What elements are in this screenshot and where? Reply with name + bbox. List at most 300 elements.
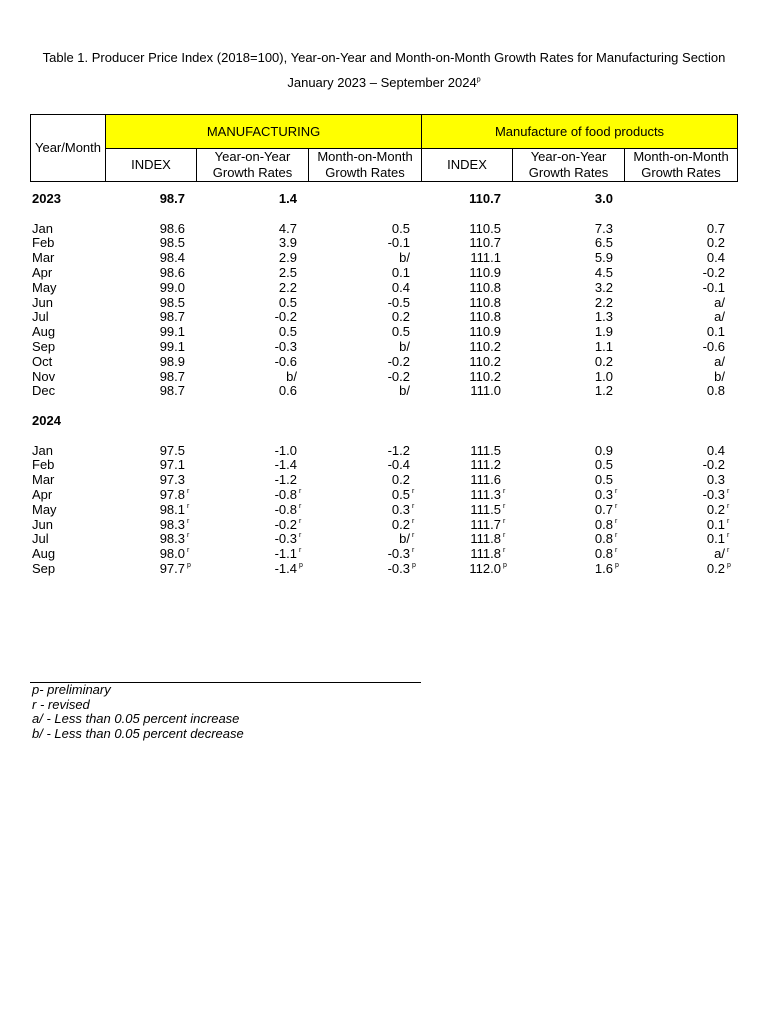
cell-value: 0.2 <box>391 472 410 488</box>
footnotes <box>32 683 244 742</box>
cell-value: -0.5 <box>387 294 410 310</box>
cell-value: 0.5 <box>391 220 410 236</box>
table-cell <box>470 384 501 399</box>
table-row <box>30 236 737 251</box>
table-period <box>0 75 768 90</box>
cell-value: 0.5 <box>391 486 410 502</box>
table-cell <box>707 251 725 266</box>
revision-flag: p <box>187 561 191 569</box>
cell-value: 7.3 <box>594 220 613 236</box>
revision-flag: r <box>727 532 730 540</box>
table-cell <box>274 560 303 577</box>
table-cell <box>286 370 297 385</box>
revision-flag: r <box>412 487 415 495</box>
manufacturing-group-header: MANUFACTURING <box>106 115 422 149</box>
revision-flag: r <box>503 547 506 555</box>
cell-value: 98.5 <box>159 294 185 310</box>
table-cell <box>595 310 613 325</box>
table-cell <box>274 546 302 562</box>
cell-value: -1.4 <box>274 560 297 576</box>
table-cell <box>392 222 410 237</box>
cell-value: -0.2 <box>387 353 410 369</box>
revision-flag: r <box>615 502 618 510</box>
cell-value: 110.9 <box>469 264 501 280</box>
table-row <box>30 325 737 340</box>
table-cell <box>703 340 725 355</box>
table-cell <box>160 355 185 370</box>
cell-value: b/ <box>399 383 410 399</box>
table-cell <box>469 192 501 207</box>
table-cell <box>707 325 725 340</box>
revision-flag: r <box>727 517 730 525</box>
cell-value: 5.9 <box>594 250 613 266</box>
table-cell <box>159 531 190 547</box>
revision-flag: r <box>727 547 730 555</box>
cell-value: 110.2 <box>469 368 501 384</box>
row-label: Apr <box>32 264 53 280</box>
row-label: 2023 <box>32 191 61 206</box>
cell-value: 1.1 <box>594 338 613 354</box>
cell-value: 111.1 <box>470 250 501 266</box>
table-cell <box>279 281 297 296</box>
cell-value: 97.5 <box>159 442 185 458</box>
year-month-header: Year/Month <box>31 115 106 182</box>
footnote: r - revised <box>32 696 90 712</box>
table-cell <box>387 560 416 577</box>
row-label: May <box>32 279 57 295</box>
table-cell <box>595 444 613 459</box>
table-cell <box>274 531 302 547</box>
cell-value: 0.8 <box>594 516 613 532</box>
cell-value: 111.5 <box>470 442 501 458</box>
table-cell <box>469 370 501 385</box>
revision-flag: r <box>615 532 618 540</box>
table-cell <box>392 473 410 488</box>
cell-value: -0.2 <box>702 264 725 280</box>
table-cell <box>391 501 415 518</box>
table-cell <box>714 355 725 370</box>
table-cell <box>469 222 501 237</box>
cell-value: 97.7 <box>159 560 185 576</box>
cell-value: 98.5 <box>159 235 185 251</box>
food-yoy-header-line2: Growth Rates <box>528 165 609 180</box>
table-row <box>30 547 737 562</box>
table-cell <box>470 531 506 547</box>
table-cell <box>160 370 185 385</box>
table-cell <box>159 516 190 533</box>
cell-value: 0.2 <box>391 309 410 325</box>
row-label: Oct <box>32 353 53 369</box>
table-row <box>30 473 737 488</box>
cell-value: -1.1 <box>274 546 297 562</box>
table-cell <box>160 458 185 473</box>
table-cell <box>279 384 297 399</box>
table-cell <box>595 340 613 355</box>
table-row <box>30 251 737 266</box>
cell-value: 2.9 <box>278 250 297 266</box>
table-cell <box>388 370 410 385</box>
table-cell <box>703 458 725 473</box>
cell-value: 98.7 <box>159 368 185 384</box>
year-row <box>30 192 737 207</box>
table-cell <box>706 501 730 518</box>
table-cell <box>595 222 613 237</box>
table-cell <box>275 355 297 370</box>
table-row <box>30 310 737 325</box>
cell-value: 110.8 <box>469 279 501 295</box>
cell-value: -0.3 <box>702 486 725 502</box>
table-row <box>30 488 737 503</box>
table-cell <box>274 516 302 533</box>
table-cell <box>595 251 613 266</box>
row-label: Apr <box>32 486 53 502</box>
table-cell <box>399 340 410 355</box>
table-cell <box>707 236 725 251</box>
cell-value: 97.3 <box>159 472 185 488</box>
cell-value: 0.3 <box>594 486 613 502</box>
revision-flag: p <box>615 561 619 569</box>
cell-value: 0.5 <box>594 457 613 473</box>
cell-value: 0.1 <box>706 516 725 532</box>
table-cell <box>594 501 618 518</box>
table-cell <box>703 281 725 296</box>
table-cell <box>160 310 185 325</box>
table-row <box>30 296 737 311</box>
cell-value: 0.5 <box>278 324 297 340</box>
cell-value: -0.3 <box>274 338 297 354</box>
cell-value: 112.0 <box>469 560 501 576</box>
cell-value: -0.1 <box>702 279 725 295</box>
cell-value: 0.3 <box>706 472 725 488</box>
table-cell <box>595 355 613 370</box>
cell-value: 110.2 <box>469 338 501 354</box>
cell-value: 0.7 <box>706 220 725 236</box>
table-cell <box>469 340 501 355</box>
cell-value: 0.5 <box>594 472 613 488</box>
cell-value: b/ <box>399 338 410 354</box>
revision-flag: r <box>187 532 190 540</box>
table-cell <box>275 310 297 325</box>
table-cell <box>595 236 613 251</box>
revision-flag: p <box>727 561 731 569</box>
cell-value: 111.2 <box>470 457 501 473</box>
revision-flag: r <box>412 517 415 525</box>
table-cell <box>469 355 501 370</box>
cell-value: 110.7 <box>469 191 501 206</box>
table-cell <box>469 236 501 251</box>
mfg-index-header: INDEX <box>106 149 197 182</box>
table-cell <box>594 560 619 577</box>
table-row <box>30 266 737 281</box>
cell-value: 0.3 <box>391 501 410 517</box>
revision-flag: r <box>299 547 302 555</box>
cell-value: a/ <box>714 353 725 369</box>
table-cell <box>470 546 506 562</box>
table-cell <box>399 384 410 399</box>
table-body <box>30 192 737 577</box>
cell-value: 98.3 <box>159 531 185 547</box>
cell-value: 111.7 <box>470 516 501 532</box>
table-cell <box>469 296 501 311</box>
mfg-mom-header <box>309 149 422 182</box>
revision-flag: r <box>299 517 302 525</box>
table-cell <box>707 444 725 459</box>
cell-value: -1.2 <box>274 472 297 488</box>
cell-value: 97.8 <box>159 486 185 502</box>
cell-value: -1.0 <box>274 442 297 458</box>
food-yoy-header <box>513 149 625 182</box>
cell-value: -0.8 <box>274 486 297 502</box>
preliminary-marker: p <box>476 76 481 84</box>
revision-flag: r <box>187 517 190 525</box>
table-cell <box>470 501 506 518</box>
table-cell <box>160 281 185 296</box>
cell-value: b/ <box>714 368 725 384</box>
cell-value: 0.1 <box>391 264 410 280</box>
cell-value: 98.7 <box>159 309 185 325</box>
cell-value: 98.7 <box>159 383 185 399</box>
table-cell <box>388 444 410 459</box>
row-spacer <box>30 399 737 414</box>
row-label: Mar <box>32 472 55 488</box>
table-cell <box>703 266 725 281</box>
cell-value: -0.6 <box>274 353 297 369</box>
table-cell <box>279 266 297 281</box>
row-label: Jan <box>32 442 53 458</box>
food-index-header: INDEX <box>422 149 513 182</box>
cell-value: 2.2 <box>594 294 613 310</box>
table-row <box>30 340 737 355</box>
cell-value: 0.1 <box>706 324 725 340</box>
revision-flag: r <box>615 487 618 495</box>
cell-value: 4.5 <box>594 264 613 280</box>
table-cell <box>274 486 302 503</box>
cell-value: 110.8 <box>469 294 501 310</box>
cell-value: 0.2 <box>706 235 725 251</box>
table-cell <box>160 266 185 281</box>
revision-flag: p <box>412 561 416 569</box>
cell-value: 111.8 <box>470 546 501 562</box>
cell-value: 98.9 <box>159 353 185 369</box>
table-cell <box>387 546 415 562</box>
table-cell <box>470 486 506 503</box>
cell-value: -0.3 <box>387 546 410 562</box>
cell-value: 0.9 <box>594 442 613 458</box>
cell-value: 111.5 <box>470 501 501 517</box>
revision-flag: r <box>412 532 415 540</box>
table-cell <box>595 266 613 281</box>
cell-value: 0.2 <box>594 353 613 369</box>
cell-value: 98.6 <box>159 264 185 280</box>
table-cell <box>160 384 185 399</box>
table-cell <box>706 560 731 577</box>
cell-value: -0.1 <box>387 235 410 251</box>
row-label: Jul <box>32 531 49 547</box>
cell-value: 99.1 <box>159 324 185 340</box>
cell-value: 1.2 <box>594 383 613 399</box>
cell-value: -0.3 <box>387 560 410 576</box>
cell-value: 1.9 <box>594 324 613 340</box>
table-cell <box>160 222 185 237</box>
table-cell <box>399 531 415 547</box>
table-cell <box>470 251 501 266</box>
table-row <box>30 503 737 518</box>
table-cell <box>392 266 410 281</box>
row-label: Jun <box>32 294 53 310</box>
cell-value: -1.4 <box>274 457 297 473</box>
cell-value: 111.0 <box>470 383 501 399</box>
revision-flag: r <box>187 487 190 495</box>
table-cell <box>470 444 501 459</box>
table-cell <box>707 473 725 488</box>
cell-value: 110.2 <box>469 353 501 369</box>
table-cell <box>388 355 410 370</box>
revision-flag: r <box>503 517 506 525</box>
cell-value: 0.4 <box>706 442 725 458</box>
cell-value: 0.2 <box>706 560 725 576</box>
cell-value: b/ <box>286 368 297 384</box>
table-cell <box>388 458 410 473</box>
cell-value: 0.5 <box>391 324 410 340</box>
mfg-yoy-header-line1: Year-on-Year <box>214 149 291 164</box>
table-cell <box>594 531 618 547</box>
table-row <box>30 532 737 547</box>
table-cell <box>714 370 725 385</box>
table-row <box>30 222 737 237</box>
table-cell <box>469 560 507 577</box>
cell-value: 98.6 <box>159 220 185 236</box>
table-cell <box>469 281 501 296</box>
cell-value: 0.7 <box>594 501 613 517</box>
table-cell <box>392 281 410 296</box>
cell-value: 98.3 <box>159 516 185 532</box>
table-cell <box>469 266 501 281</box>
table-cell <box>279 251 297 266</box>
cell-value: 111.6 <box>470 472 501 488</box>
cell-value: 6.5 <box>594 235 613 251</box>
table-cell <box>594 546 618 562</box>
table-cell <box>160 236 185 251</box>
revision-flag: r <box>299 532 302 540</box>
table-cell <box>707 222 725 237</box>
table-cell <box>595 281 613 296</box>
cell-value: -0.2 <box>274 516 297 532</box>
table-cell <box>159 560 191 577</box>
cell-value: 3.9 <box>278 235 297 251</box>
table-cell <box>279 296 297 311</box>
table-header <box>30 114 738 182</box>
food-yoy-header-line1: Year-on-Year <box>530 149 607 164</box>
table-row <box>30 370 737 385</box>
cell-value: 111.8 <box>470 531 501 547</box>
cell-value: -0.2 <box>274 309 297 325</box>
cell-value: 110.7 <box>469 235 501 251</box>
cell-value: 0.6 <box>278 383 297 399</box>
row-label: Jun <box>32 516 53 532</box>
cell-value: 1.4 <box>278 191 297 206</box>
revision-flag: r <box>615 517 618 525</box>
table-cell <box>160 325 185 340</box>
cell-value: 0.4 <box>391 279 410 295</box>
table-cell <box>275 444 297 459</box>
table-row <box>30 355 737 370</box>
mfg-mom-header-line2: Growth Rates <box>325 165 405 180</box>
table-cell <box>159 501 190 518</box>
row-label: May <box>32 501 57 517</box>
cell-value: -1.2 <box>387 442 410 458</box>
food-products-group-header: Manufacture of food products <box>422 115 738 149</box>
table-cell <box>159 546 190 562</box>
cell-value: -0.8 <box>274 501 297 517</box>
table-row <box>30 444 737 459</box>
table-cell <box>594 486 618 503</box>
table-row <box>30 562 737 577</box>
cell-value: 0.2 <box>391 516 410 532</box>
table-cell <box>275 473 297 488</box>
table-cell <box>279 236 297 251</box>
table-row <box>30 458 737 473</box>
cell-value: 99.0 <box>159 279 185 295</box>
table-title: Table 1. Producer Price Index (2018=100), Year-on-Year and Month-on-Month Growth Rates for Manufacturing Section <box>42 50 726 65</box>
cell-value: 0.1 <box>706 531 725 547</box>
revision-flag: r <box>187 547 190 555</box>
table-cell <box>595 296 613 311</box>
table-cell <box>160 296 185 311</box>
cell-value: -0.4 <box>387 457 410 473</box>
row-label: 2024 <box>32 412 61 428</box>
row-label: Sep <box>32 560 56 576</box>
table-cell <box>470 473 501 488</box>
cell-value: 97.1 <box>159 457 185 473</box>
table-cell <box>160 340 185 355</box>
table-cell <box>469 325 501 340</box>
cell-value: a/ <box>714 309 725 325</box>
row-label: Aug <box>32 324 56 340</box>
table-cell <box>706 531 730 547</box>
row-label: Nov <box>32 368 56 384</box>
revision-flag: r <box>727 487 730 495</box>
cell-value: 110.9 <box>469 324 501 340</box>
mfg-yoy-header-line2: Growth Rates <box>212 165 293 180</box>
cell-value: a/ <box>714 294 725 310</box>
cell-value: 0.8 <box>706 383 725 399</box>
mfg-yoy-header <box>197 149 309 182</box>
cell-value: 111.3 <box>470 486 501 502</box>
table-row <box>30 384 737 399</box>
table-cell <box>595 473 613 488</box>
cell-value: a/ <box>714 546 725 562</box>
table-cell <box>275 458 297 473</box>
revision-flag: r <box>412 547 415 555</box>
cell-value: 0.8 <box>594 546 613 562</box>
revision-flag: r <box>503 487 506 495</box>
table-cell <box>392 325 410 340</box>
table-cell <box>595 192 613 207</box>
revision-flag: p <box>503 561 507 569</box>
revision-flag: p <box>299 561 303 569</box>
table-cell <box>391 516 415 533</box>
row-label: Mar <box>32 250 55 266</box>
table-cell <box>706 516 730 533</box>
cell-value: 1.0 <box>594 368 613 384</box>
table-row <box>30 281 737 296</box>
table-cell <box>388 236 410 251</box>
table-cell <box>707 384 725 399</box>
row-spacer <box>30 429 737 444</box>
table-cell <box>714 546 730 562</box>
food-mom-header <box>625 149 738 182</box>
table-cell <box>595 325 613 340</box>
